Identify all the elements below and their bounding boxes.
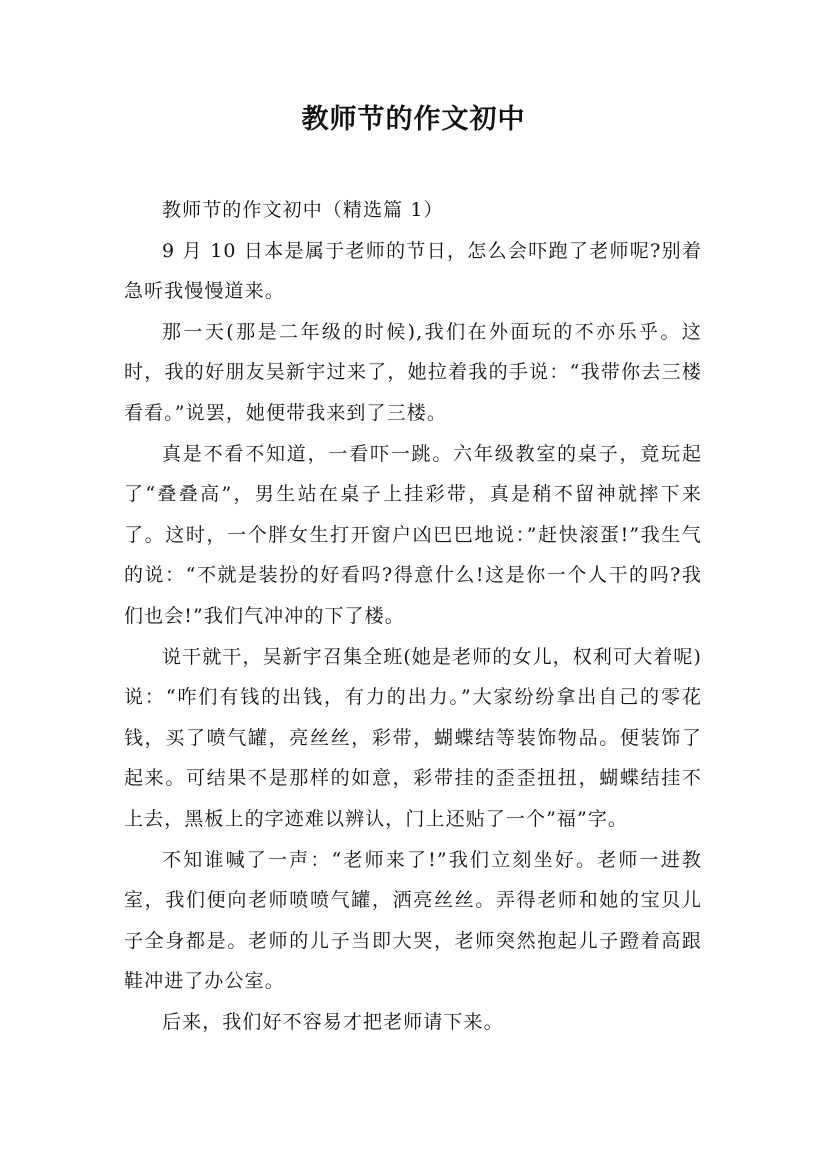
- paragraph: 不知谁喊了一声：“老师来了!”我们立刻坐好。老师一进教室，我们便向老师喷喷气罐，洒亮丝丝。弄得老师和她的宝贝儿子全身都是。老师的儿子当即大哭，老师突然抱起儿子蹬着高跟鞋冲进了办公室。: [124, 848, 702, 993]
- paragraph: 说干就干，吴新宇召集全班(她是老师的女儿，权利可大着呢)说：“咋们有钱的出钱，有力的出力。”大家纷纷拿出自己的零花钱，买了喷气罐，亮丝丝，彩带，蝴蝶结等装饰物品。便装饰了起来。可结果不是那样的如意，彩带挂的歪歪扭扭，蝴蝶结挂不上去，黑板上的字迹难以辨认，门上还贴了一个”福”字。: [124, 645, 702, 830]
- paragraph: 后来，我们好不容易才把老师请下来。: [162, 1010, 504, 1033]
- document-body: [124, 190, 702, 1042]
- paragraph: 9 月 10 日本是属于老师的节日，怎么会吓跑了老师呢?别着急听我慢慢道来。: [124, 239, 702, 303]
- paragraph: 那一天(那是二年级的时候),我们在外面玩的不亦乐乎。这时，我的好朋友吴新宇过来了，她拉着我的手说：“我带你去三楼看看。”说罢，她便带我来到了三楼。: [124, 320, 702, 424]
- paragraph-section-heading: 教师节的作文初中（精选篇 1）: [162, 199, 444, 221]
- paragraph: 真是不看不知道，一看吓一跳。六年级教室的桌子，竟玩起了“叠叠高”，男生站在桌子上挂彩带，真是稍不留神就摔下来了。这时，一个胖女生打开窗户凶巴巴地说：”赶快滚蛋!”我生气的说：“不就是装扮的好看吗?得意什么!这是你一个人干的吗?我们也会!”我们气冲冲的下了楼。: [124, 442, 702, 627]
- document-title: 教师节的作文初中: [301, 104, 526, 135]
